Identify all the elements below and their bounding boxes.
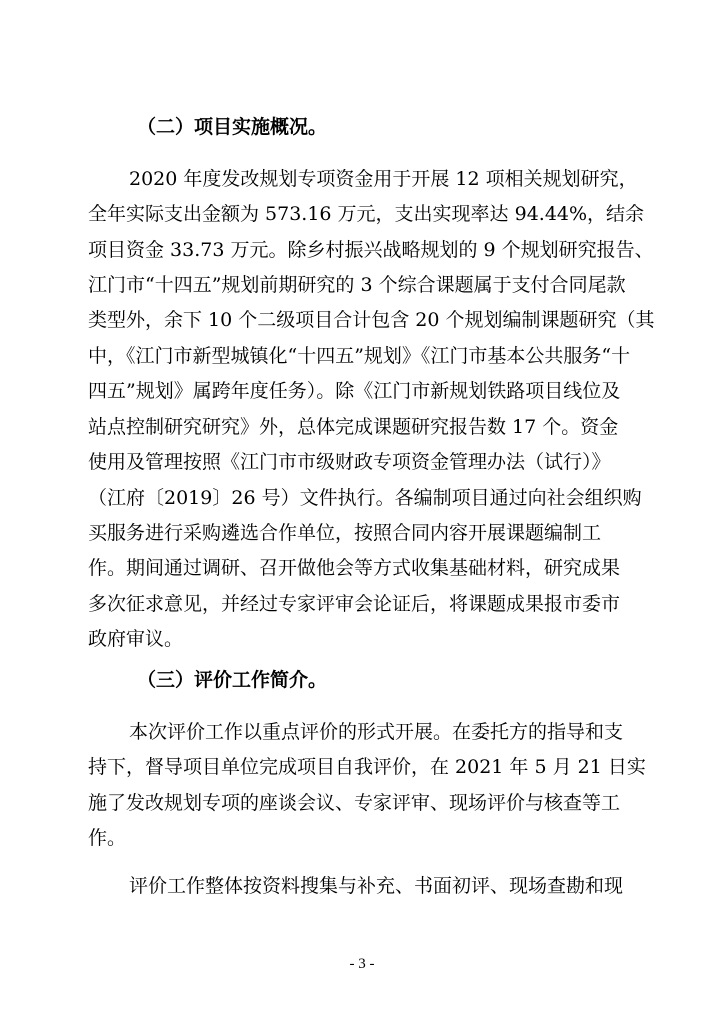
paragraph-line: 买服务进行采购遴选合作单位，按照合同内容开展课题编制工 [88,522,602,544]
paragraph-line: 作。期间通过调研、召开做他会等方式收集基础材料，研究成果 [88,557,621,579]
paragraph-line: 本次评价工作以重点评价的形式开展。在委托方的指导和支 [129,721,624,743]
section-heading-project-implementation: （二）项目实施概况。 [137,116,328,138]
paragraph-line: 作。 [88,827,127,849]
paragraph-line: 江门市“十四五”规划前期研究的 3 个综合课题属于支付合同尾款 [88,274,626,296]
paragraph-line: 中，《江门市新型城镇化“十四五”规划》《江门市基本公共服务“十 [88,345,631,367]
paragraph-line: 四五”规划》属跨年度任务）。除《江门市新规划铁路项目线位及 [88,380,621,402]
paragraph-line: 评价工作整体按资料搜集与补充、书面初评、现场查勘和现 [129,875,624,897]
page-number: - 3 - [349,956,375,972]
paragraph-line: （江府〔2019〕26 号）文件执行。各编制项目通过向社会组织购 [88,487,642,509]
paragraph-line: 类型外，余下 10 个二级项目合计包含 20 个规划编制课题研究（其 [88,309,655,331]
section-heading-evaluation-overview: （三）评价工作简介。 [137,669,328,691]
paragraph-line: 多次征求意见，并经过专家评审会论证后，将课题成果报市委市 [88,593,621,615]
paragraph-line: 使用及管理按照《江门市市级财政专项资金管理办法（试行）》 [88,451,611,473]
paragraph-line: 施了发改规划专项的座谈会议、专家评审、现场评价与核查等工 [88,792,621,814]
paragraph-line: 项目资金 33.73 万元。除乡村振兴战略规划的 9 个规划研究报告、 [88,239,654,261]
paragraph-line: 全年实际支出金额为 573.16 万元，支出实现率达 94.44%，结余 [88,203,645,225]
paragraph-line: 持下，督导项目单位完成项目自我评价，在 2021 年 5 月 21 日实 [88,756,646,778]
paragraph-line: 2020 年度发改规划专项资金用于开展 12 项相关规划研究， [129,168,638,190]
paragraph-line: 政府审议。 [88,628,184,650]
paragraph-line: 站点控制研究研究》外，总体完成课题研究报告数 17 个。资金 [88,416,619,438]
